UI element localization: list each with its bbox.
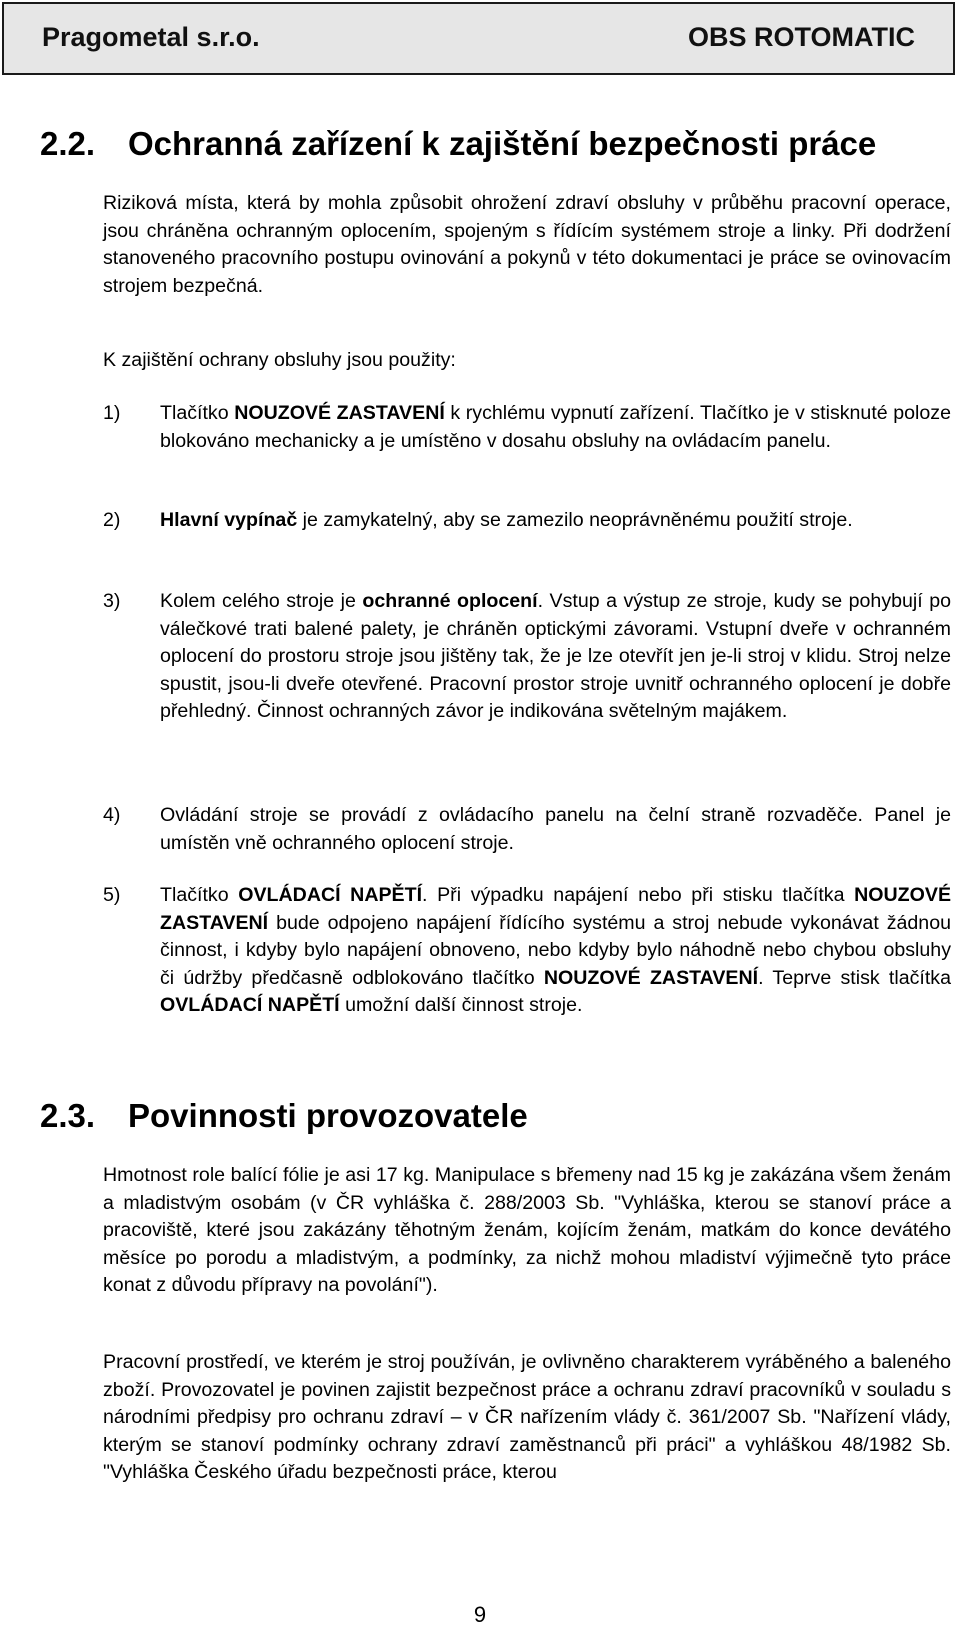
text-run: Ovládání stroje se provádí z ovládacího panelu na čelní straně rozvaděče. Panel je umístěn vně ochranného oplocení stroje. xyxy=(160,804,951,854)
text-run: . Vstup a výstup ze stroje, kudy se pohybují po válečkové trati balené palety, je chráněn optickými závorami. Vstupní dveře v ochranném oplocení do prostoru stroje jsou jištěny tak, že je lze otevřít jen je-li stroj v klidu. Stroj nelze spustit, jsou-li dveře otevřené. Pracovní prostor stroje uvnitř ochranného oplocení je dobře přehledný. Činnost ochranných závor je indikována světelným majákem. xyxy=(160,590,951,722)
text-run: Tlačítko xyxy=(160,884,239,906)
list-item-text xyxy=(160,507,951,535)
company-name: Pragometal s.r.o. xyxy=(42,22,260,52)
bold-term: OVLÁDACÍ NAPĚTÍ xyxy=(238,884,423,906)
list-item-text xyxy=(160,588,951,726)
page-number: 9 xyxy=(473,1602,487,1627)
list-item-text xyxy=(160,882,951,1020)
text-run: Tlačítko xyxy=(160,402,235,424)
section-title: Ochranná zařízení k zajištění bezpečnosti práce xyxy=(128,125,877,162)
paragraph-risk-areas: Riziková místa, která by mohla způsobit ohrožení zdraví obsluhy v průběhu pracovní operace, jsou chráněna ochranným oplocením, spojeným s řídícím systémem stroje a linky. Při dodržení stanoveného pracovního postupu ovinování a pokynů v této dokumentaci je práce se ovinovacím strojem bezpečná. xyxy=(103,192,951,297)
bold-term: OVLÁDACÍ NAPĚTÍ xyxy=(160,994,340,1016)
text-run: . Teprve stisk tlačítka xyxy=(758,966,951,989)
text-run: umožní další činnost stroje. xyxy=(339,994,583,1016)
section-title: Povinnosti provozovatele xyxy=(128,1097,528,1134)
text-run: k rychlému vypnutí zařízení. Tlačítko je v stisknuté poloze blokováno mechanicky a je umístěno v dosahu obsluhy na ovládacím panelu. xyxy=(160,402,951,452)
section-number: 2.3. xyxy=(40,1097,96,1134)
bold-term: NOUZOVÉ ZASTAVENÍ xyxy=(543,966,759,989)
bold-term: Hlavní vypínač xyxy=(160,509,298,531)
list-item xyxy=(103,882,951,1020)
list-item-number: 4) xyxy=(103,804,121,826)
product-name: OBS ROTOMATIC xyxy=(688,22,915,52)
text-run: Kolem celého stroje je xyxy=(160,590,363,612)
list-item-number: 1) xyxy=(103,402,121,424)
paragraph-work-environment: Pracovní prostředí, ve kterém je stroj používán, je ovlivněno charakterem vyráběného a baleného zboží. Provozovatel je povinen zajistit bezpečnost práce a ochranu zdraví pracovníků v souladu s národními předpisy pro ochranu zdraví – v ČR nařízením vlády č. 361/2007 Sb. "Nařízení vlády, kterým se stanoví podmínky ochrany zdraví zaměstnanců při práci" a vyhláškou 48/1982 Sb. "Vyhláška Českého úřadu bezpečnosti práce, kterou xyxy=(103,1351,951,1483)
list-item-text xyxy=(160,802,951,857)
bold-term: NOUZOVÉ ZASTAVENÍ xyxy=(234,402,445,424)
bold-term: NOUZOVÉ ZASTAVENÍ xyxy=(160,884,952,934)
list-item xyxy=(103,802,951,857)
list-item-number: 3) xyxy=(103,590,121,612)
text-run: . Při výpadku napájení nebo při stisku tlačítka xyxy=(422,884,855,906)
section-heading-2-3 xyxy=(40,1097,528,1135)
page-header xyxy=(2,2,955,75)
list-item xyxy=(103,400,951,455)
section-number: 2.2. xyxy=(40,125,96,162)
bold-term: ochranné oplocení xyxy=(362,590,538,612)
list-item-text xyxy=(160,400,951,455)
text-run: bude odpojeno napájení řídícího systému a stroj nebude vykonávat žádnou činnost, i kdyby bylo napájení obnoveno, nebo kdyby bylo náhodně nebo chybou obsluhy či údržby předčasně odblokováno tlačítko xyxy=(160,911,951,989)
list-item-number: 5) xyxy=(103,884,121,906)
text-run: je zamykatelný, aby se zamezilo neoprávněnému použití stroje. xyxy=(297,509,853,531)
list-item xyxy=(103,507,951,535)
section-heading-2-2 xyxy=(40,125,876,163)
list-item xyxy=(103,588,951,726)
paragraph-foil-weight: Hmotnost role balící fólie je asi 17 kg. Manipulace s břemeny nad 15 kg je zakázána všem ženám a mladistvým osobám (v ČR vyhláška č. 288/2003 Sb. "Vyhláška, kterou se stanoví práce a pracoviště, které jsou zakázány těhotným ženám, kojícím ženám, matkám do konce devátého měsíce po porodu a mladistvým, a podmínky, za nichž mohou mladiství výjimečně tyto práce konat z důvodu přípravy na povolání"). xyxy=(103,1164,951,1296)
paragraph-protection-intro: K zajištění ochrany obsluhy jsou použity: xyxy=(103,349,456,371)
list-item-number: 2) xyxy=(103,509,121,531)
